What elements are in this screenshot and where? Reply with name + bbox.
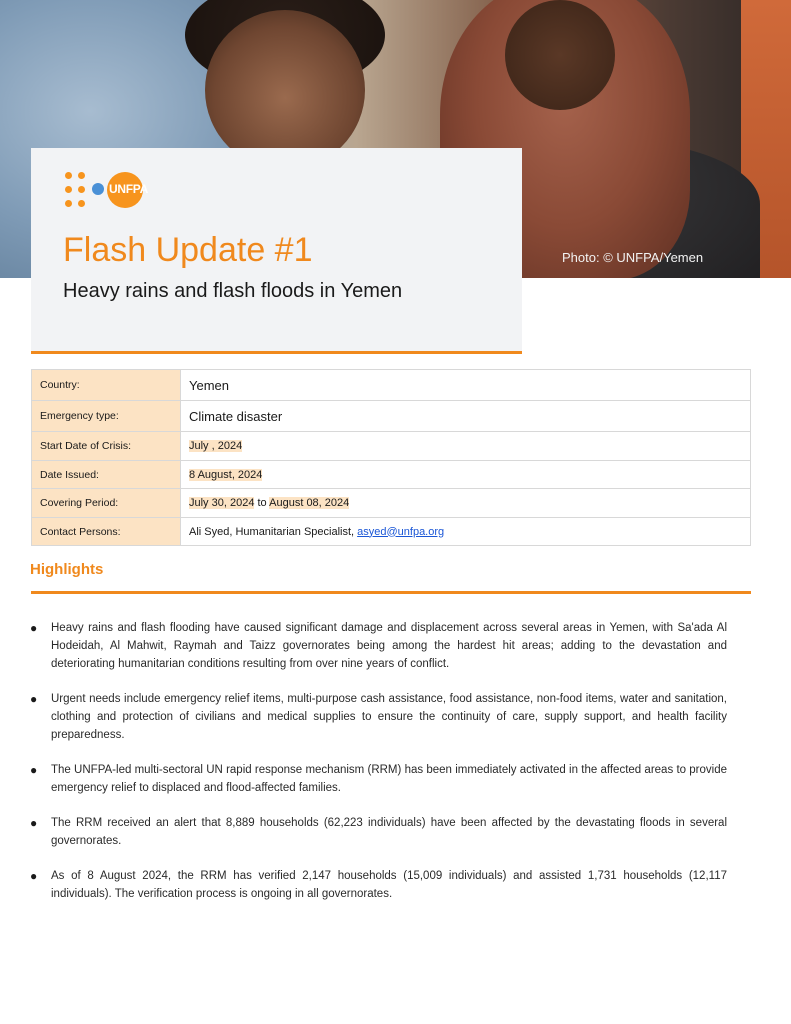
title-card bbox=[31, 148, 522, 354]
highlights-divider bbox=[31, 591, 751, 594]
start-date-cell bbox=[181, 432, 751, 461]
start-date-label: Start Date of Crisis: bbox=[32, 432, 181, 461]
table-row bbox=[32, 489, 751, 518]
photo-woman-face bbox=[505, 0, 615, 110]
contact-cell bbox=[181, 518, 751, 546]
date-issued-cell bbox=[181, 461, 751, 489]
un-emblem-icon bbox=[92, 183, 104, 195]
table-row bbox=[32, 461, 751, 489]
highlights-heading: Highlights bbox=[30, 561, 104, 578]
table-row bbox=[32, 401, 751, 432]
bullet-icon: ● bbox=[30, 763, 38, 777]
emergency-type-label: Emergency type: bbox=[32, 401, 181, 432]
bullet-icon: ● bbox=[30, 621, 38, 635]
list-item-text: The UNFPA-led multi-sectoral UN rapid response mechanism (RRM) has been immediately activated in the affected areas to provide emergency relief to displaced and flood-affected families. bbox=[51, 764, 727, 794]
list-item bbox=[30, 690, 727, 744]
photo-child-face bbox=[205, 10, 365, 170]
table-row bbox=[32, 370, 751, 401]
covering-period-to-word: to bbox=[257, 497, 267, 509]
table-row bbox=[32, 432, 751, 461]
highlights-list bbox=[30, 619, 727, 920]
start-date-value: July , 2024 bbox=[189, 440, 243, 452]
bullet-icon: ● bbox=[30, 692, 38, 706]
list-item bbox=[30, 619, 727, 673]
page-title: Flash Update #1 bbox=[63, 231, 313, 269]
covering-period-to: August 08, 2024 bbox=[269, 497, 350, 509]
unfpa-logo-icon bbox=[65, 170, 175, 210]
list-item bbox=[30, 867, 727, 903]
country-value: Yemen bbox=[181, 370, 751, 401]
contact-label: Contact Persons: bbox=[32, 518, 181, 546]
list-item bbox=[30, 761, 727, 797]
covering-period-label: Covering Period: bbox=[32, 489, 181, 518]
list-item-text: Heavy rains and flash flooding have caused significant damage and displacement across several areas in Yemen, with Sa'ada Al Hodeidah, Al Mahwit, Raymah and Taizz governorates being among the hardest hit areas; adding to the devastation and deteriorating humanitarian conditions resulting from over nine years of conflict. bbox=[51, 622, 727, 670]
list-item bbox=[30, 814, 727, 850]
page-subtitle: Heavy rains and flash floods in Yemen bbox=[63, 280, 403, 302]
logo-wordmark: UNFPA bbox=[109, 182, 148, 196]
date-issued-value: 8 August, 2024 bbox=[189, 468, 263, 481]
bullet-icon: ● bbox=[30, 816, 38, 830]
list-item-text: The RRM received an alert that 8,889 households (62,223 individuals) have been affected by the devastating floods in several governorates. bbox=[51, 817, 727, 847]
table-row bbox=[32, 518, 751, 546]
emergency-type-value: Climate disaster bbox=[181, 401, 751, 432]
list-item-text: As of 8 August 2024, the RRM has verified 2,147 households (15,009 individuals) and assisted 1,731 households (12,117 individuals). The verification process is ongoing in all governorates. bbox=[51, 870, 727, 900]
covering-period-cell bbox=[181, 489, 751, 518]
bullet-icon: ● bbox=[30, 869, 38, 883]
covering-period-from: July 30, 2024 bbox=[189, 497, 255, 509]
contact-name: Ali Syed, Humanitarian Specialist, bbox=[189, 525, 355, 538]
country-label: Country: bbox=[32, 370, 181, 401]
contact-email-link[interactable]: asyed@unfpa.org bbox=[357, 525, 445, 538]
date-issued-label: Date Issued: bbox=[32, 461, 181, 489]
photo-credit: Photo: © UNFPA/Yemen bbox=[562, 250, 704, 265]
list-item-text: Urgent needs include emergency relief items, multi-purpose cash assistance, food assistance, non-food items, water and sanitation, clothing and protection of civilians and medical supplies to ensure the continuity of care, supply support, and health facility preparedness. bbox=[51, 693, 727, 741]
info-table bbox=[31, 369, 751, 546]
